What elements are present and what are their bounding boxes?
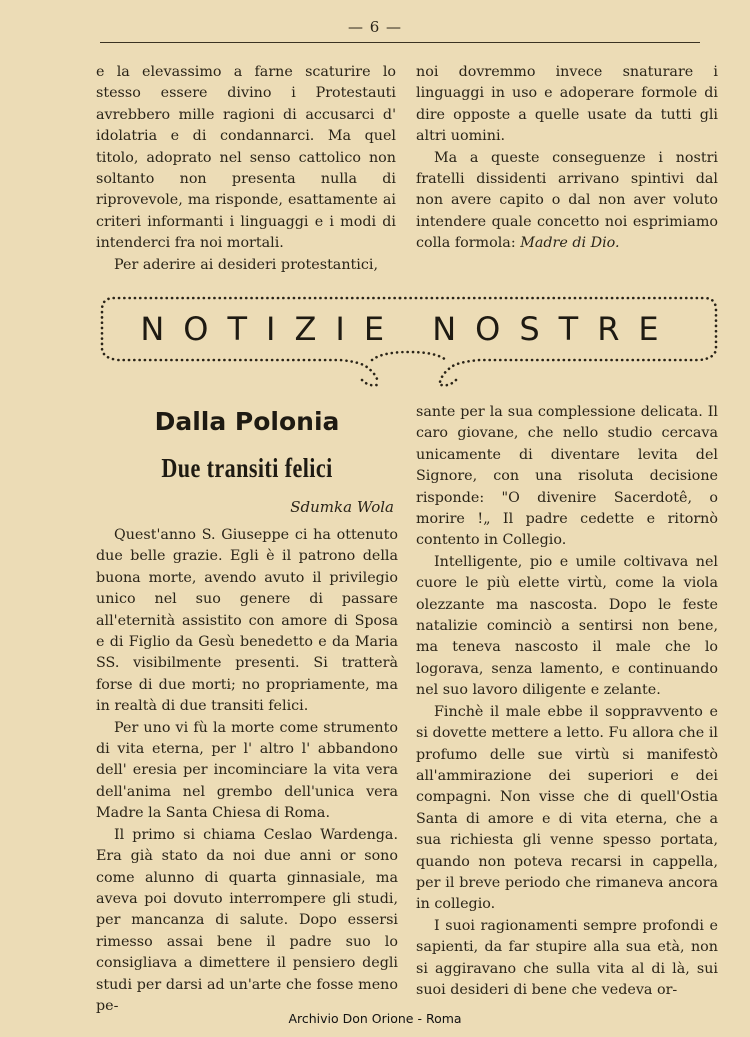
paragraph: Per uno vi fù la morte come strumento di vita eterna, per l' altro l' abbandono dell' eresia per incominciare la vita vera dell'anima nel grembo dell'unica vera Madre la Santa Chiesa di Roma.	[96, 719, 398, 822]
paragraph: Finchè il male ebbe il soppravvento e si dovette mettere a letto. Fu allora che il profumo delle sue virtù si manifestò all'ammirazione dei superiori e dei compagni. Non visse che di quell'Ostia Santa di amore e di vita eterna, che a sua richiesta gli venne spesso portata, quando non poteva recarsi in cappella, per il breve periodo che rimaneva ancora in collegio.	[416, 703, 718, 913]
column-top-right	[416, 62, 718, 255]
page-number: — 6 —	[347, 18, 403, 36]
paragraph: sante per la sua complessione delicata. Il caro giovane, che nello studio cercava unicamente di diventare levita del Signore, con una risoluta decisione risponde: "O divenire Sacerdotê, o morire !„ Il padre cedette e ritornò contento in Collegio.	[416, 404, 718, 549]
section-banner	[100, 288, 718, 394]
paragraph	[416, 148, 718, 255]
banner-title: NOTIZIE NOSTRE	[140, 310, 678, 348]
paragraph: noi dovremmo invece snaturare i linguaggi in uso e adoperare formole di dire opposte a quelle usate da tutti gli altri uomini.	[416, 64, 718, 145]
paragraph: Quest'anno S. Giuseppe ci ha ottenuto due belle grazie. Egli è il patrono della buona morte, avendo avuto il privilegio unico nel suo genere di passare all'eternità assistito con amore di Sposa e di Figlio da Gesù benedetto e da Maria SS. visibilmente presenti. Si tratterà forse di due morti; no propriamente, ma in realtà di due transiti felici.	[96, 527, 398, 715]
column-bottom-left	[96, 525, 398, 1017]
archive-footer: Archivio Don Orione - Roma	[288, 1011, 462, 1026]
article-title: Due transiti felici	[161, 453, 333, 483]
emphasis-text: Madre di Dio.	[520, 235, 620, 252]
column-bottom-right	[416, 402, 718, 1001]
column-top-left	[96, 62, 396, 276]
section-title: Dalla Polonia	[154, 407, 340, 436]
paragraph-text: Ma a queste conseguenze i nostri fratelli dissidenti arrivano spintivi dal non avere capito o dal non aver voluto intendere quale concetto noi esprimiamo colla formola:	[416, 149, 718, 252]
paragraph: Intelligente, pio e umile coltivava nel cuore le più elette virtù, come la viola olezzante ma nascosta. Dopo le feste natalizie cominciò a sentirsi non bene, ma teneva nascosto il male che lo logorava, senza lamento, e continuando nel suo lavoro diligente e zelante.	[416, 553, 718, 699]
article-author: Sdumka Wola	[290, 498, 394, 516]
header-rule	[100, 42, 700, 43]
paragraph: e la elevassimo a farne scaturire lo stesso essere divino i Protestauti avrebbero mille ragioni di accusarci d' idolatria e di condannarci. Ma quel titolo, adoprato nel senso cattolico non soltanto non presenta nulla di riprovevole, ma risponde, esattamente ai criteri informanti i linguaggi e i modi di intenderci fra noi mortali.	[96, 64, 396, 252]
paragraph: Per aderire ai desideri protestantici,	[114, 256, 378, 273]
paragraph: Il primo si chiama Ceslao Wardenga. Era già stato da noi due anni or sono come alunno di quarta ginnasiale, ma aveva poi dovuto interrompere gli studi, per mancanza di salute. Dopo essersi rimesso assai bene il padre suo lo consigliava a dimettere il pensiero degli studi per darsi ad un'arte che fosse meno pe-	[96, 826, 398, 1014]
paragraph: I suoi ragionamenti sempre profondi e sapienti, da far stupire alla sua età, non si aggiravano che sulla vita al di là, sui suoi desideri di bene che vedeva or-	[416, 917, 718, 998]
